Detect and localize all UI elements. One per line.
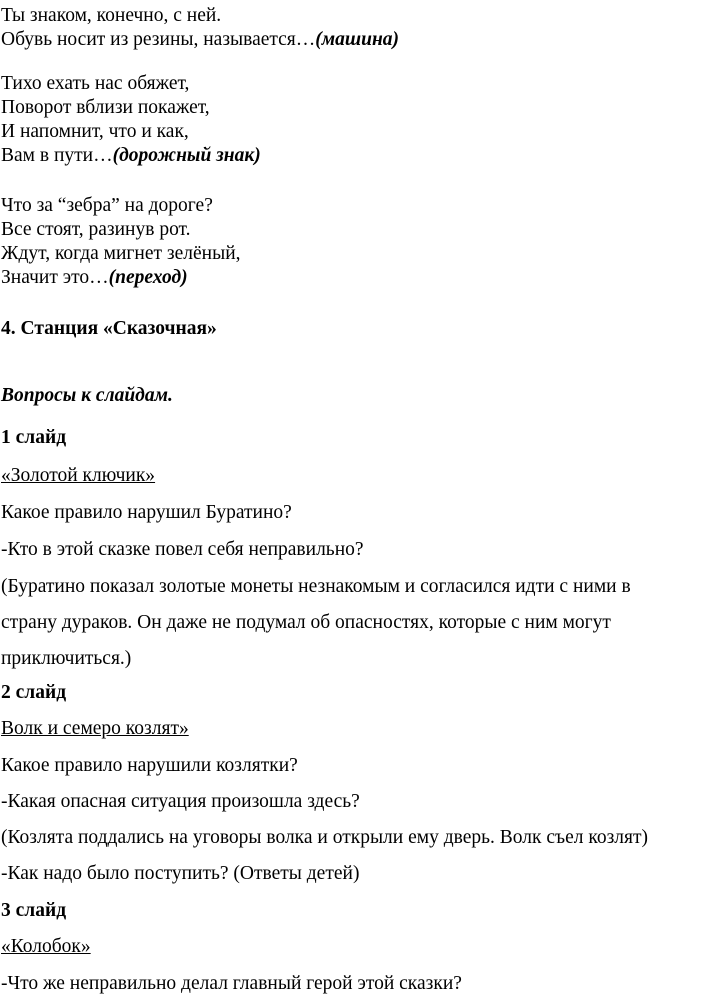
slide-2-tale: Волк и семеро козлят» bbox=[1, 718, 189, 739]
slide-3-line-1: -Что же неправильно делал главный герой этой сказки? bbox=[1, 973, 462, 994]
riddle-2-last-text: Вам в пути… bbox=[1, 145, 113, 166]
riddle-2-line-3: И напомнит, что и как, bbox=[1, 121, 189, 142]
slide-2-line-1: Какое правило нарушили козлятки? bbox=[1, 755, 298, 776]
riddle-3-answer: (переход) bbox=[108, 267, 188, 288]
riddle-2-line-1: Тихо ехать нас обяжет, bbox=[1, 73, 190, 94]
slide-2-line-2: -Какая опасная ситуация произошла здесь? bbox=[1, 791, 360, 812]
slide-2-line-3: (Козлята поддались на уговоры волка и открыли ему дверь. Волк съел козлят) bbox=[1, 827, 648, 848]
riddle-1-last-line bbox=[1, 28, 399, 52]
slide-2-line-4: -Как надо было поступить? (Ответы детей) bbox=[1, 863, 360, 884]
slide-1-line-1: Какое правило нарушил Буратино? bbox=[1, 502, 292, 523]
slide-1-line-4: страну дураков. Он даже не подумал об опасностях, которые с ним могут bbox=[1, 612, 611, 633]
riddle-3-line-2: Все стоят, разинув рот. bbox=[1, 219, 191, 240]
riddle-2-line-2: Поворот вблизи покажет, bbox=[1, 97, 210, 118]
slide-1-line-2: -Кто в этой сказке повел себя неправильно? bbox=[1, 539, 364, 560]
riddle-3-last-line bbox=[1, 266, 188, 290]
slide-3-title: 3 слайд bbox=[1, 900, 67, 921]
riddle-2-answer: (дорожный знак) bbox=[112, 145, 261, 166]
riddle-3-line-3: Ждут, когда мигнет зелёный, bbox=[1, 243, 241, 264]
riddle-1-answer: (машина) bbox=[315, 29, 400, 50]
riddle-1-last-text: Обувь носит из резины, называется… bbox=[1, 29, 316, 50]
slide-3-tale: «Колобок» bbox=[1, 936, 91, 957]
station-heading: 4. Станция «Сказочная» bbox=[1, 318, 217, 339]
slide-1-title: 1 слайд bbox=[1, 427, 67, 448]
riddle-3-last-text: Значит это… bbox=[1, 267, 109, 288]
riddle-2-last-line bbox=[1, 144, 261, 168]
riddle-1-line-1: Ты знаком, конечно, с ней. bbox=[1, 5, 222, 26]
questions-heading: Вопросы к слайдам. bbox=[1, 385, 173, 406]
slide-1-line-3: (Буратино показал золотые монеты незнакомым и согласился идти с ними в bbox=[1, 576, 631, 597]
slide-1-tale: «Золотой ключик» bbox=[1, 465, 156, 486]
slide-1-line-5: приключиться.) bbox=[1, 648, 132, 669]
riddle-3-line-1: Что за “зебра” на дороге? bbox=[1, 195, 213, 216]
slide-2-title: 2 слайд bbox=[1, 682, 67, 703]
